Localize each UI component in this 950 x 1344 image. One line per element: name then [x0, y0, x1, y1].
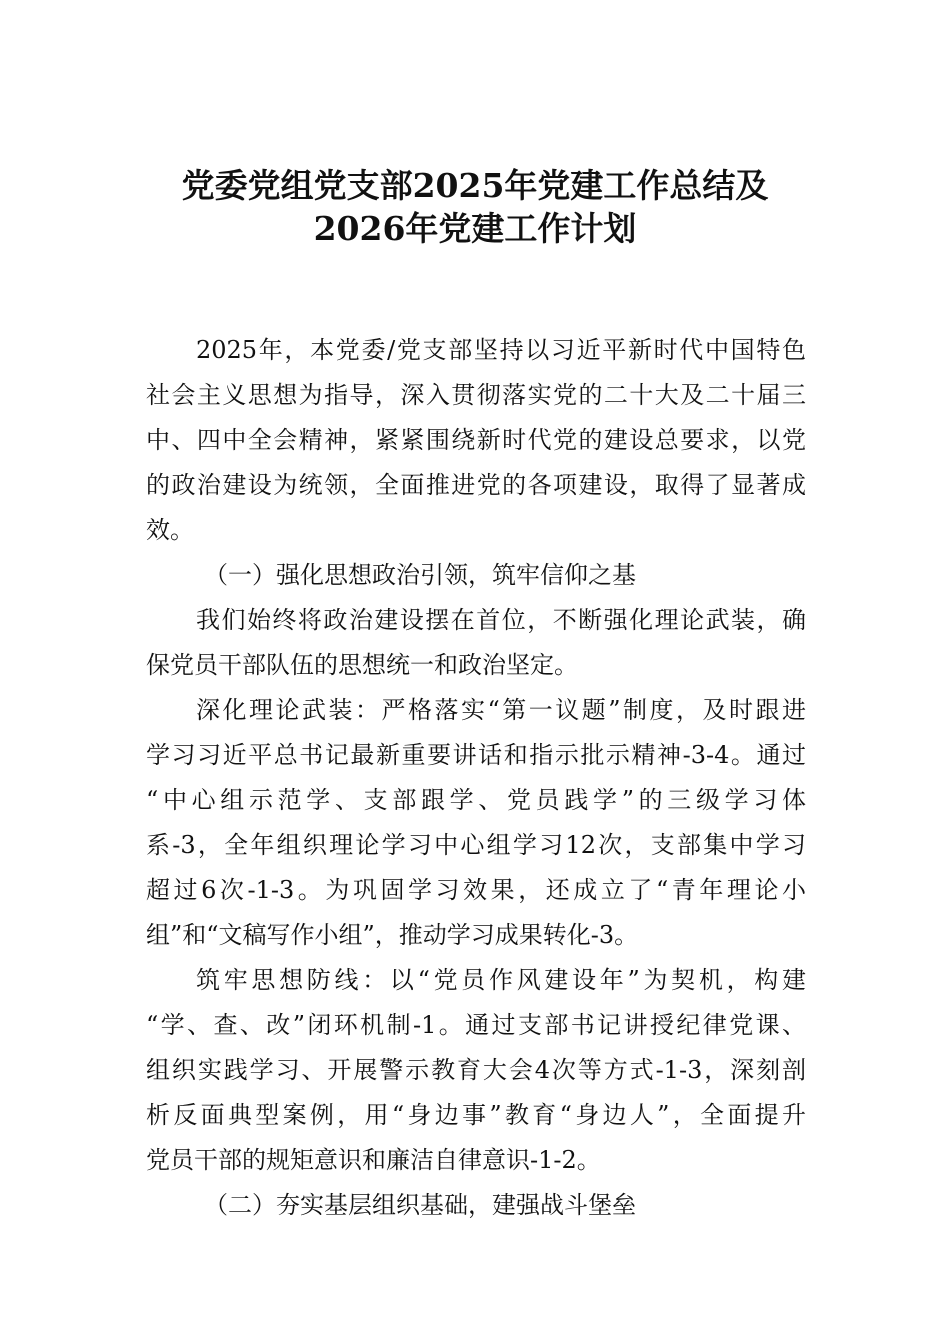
text-line: 社会主义思想为指导，深入贯彻落实党的二十大及二十届三 — [146, 381, 806, 409]
text-line: 中、四中全会精神，紧紧围绕新时代党的建设总要求，以党 — [146, 426, 806, 454]
text-line: 组”和“文稿写作小组”，推动学习成果转化-3。 — [146, 921, 639, 949]
text-line: 深化理论武装：严格落实“第一议题”制度，及时跟进 — [196, 696, 806, 724]
section-heading — [146, 553, 806, 598]
text-line: “中心组示范学、支部跟学、党员践学”的三级学习体 — [146, 786, 806, 814]
section-heading — [146, 1183, 806, 1228]
text-line: 组织实践学习、开展警示教育大会4次等方式-1-3，深刻剖 — [146, 1056, 806, 1084]
document-body — [146, 328, 806, 1228]
text-line: 超过6次-1-3。为巩固学习效果，还成立了“青年理论小 — [146, 876, 806, 904]
text-line: 筑牢思想防线：以“党员作风建设年”为契机，构建 — [196, 966, 806, 994]
paragraph — [146, 598, 806, 688]
text-line: 学习习近平总书记最新重要讲话和指示批示精神-3-4。通过 — [146, 741, 806, 769]
paragraph — [146, 688, 806, 958]
paragraph — [146, 328, 806, 553]
text-line: 保党员干部队伍的思想统一和政治坚定。 — [146, 651, 578, 679]
text-line: （二）夯实基层组织基础，建强战斗堡垒 — [204, 1191, 636, 1219]
text-line: 2025年，本党委/党支部坚持以习近平新时代中国特色 — [196, 336, 806, 364]
document-title-line-2: 2026年党建工作计划 — [313, 209, 637, 248]
text-line: 效。 — [146, 516, 194, 544]
text-line: （一）强化思想政治引领，筑牢信仰之基 — [204, 561, 636, 589]
paragraph — [146, 958, 806, 1183]
text-line: 系-3，全年组织理论学习中心组学习12次，支部集中学习 — [146, 831, 806, 859]
document-title-line-1: 党委党组党支部2025年党建工作总结及 — [181, 166, 769, 205]
text-line: “学、查、改”闭环机制-1。通过支部书记讲授纪律党课、 — [146, 1011, 806, 1039]
text-line: 党员干部的规矩意识和廉洁自律意识-1-2。 — [146, 1146, 601, 1174]
text-line: 我们始终将政治建设摆在首位，不断强化理论武装，确 — [196, 606, 806, 634]
text-line: 的政治建设为统领，全面推进党的各项建设，取得了显著成 — [146, 471, 806, 499]
text-line: 析反面典型案例，用“身边事”教育“身边人”，全面提升 — [146, 1101, 806, 1129]
